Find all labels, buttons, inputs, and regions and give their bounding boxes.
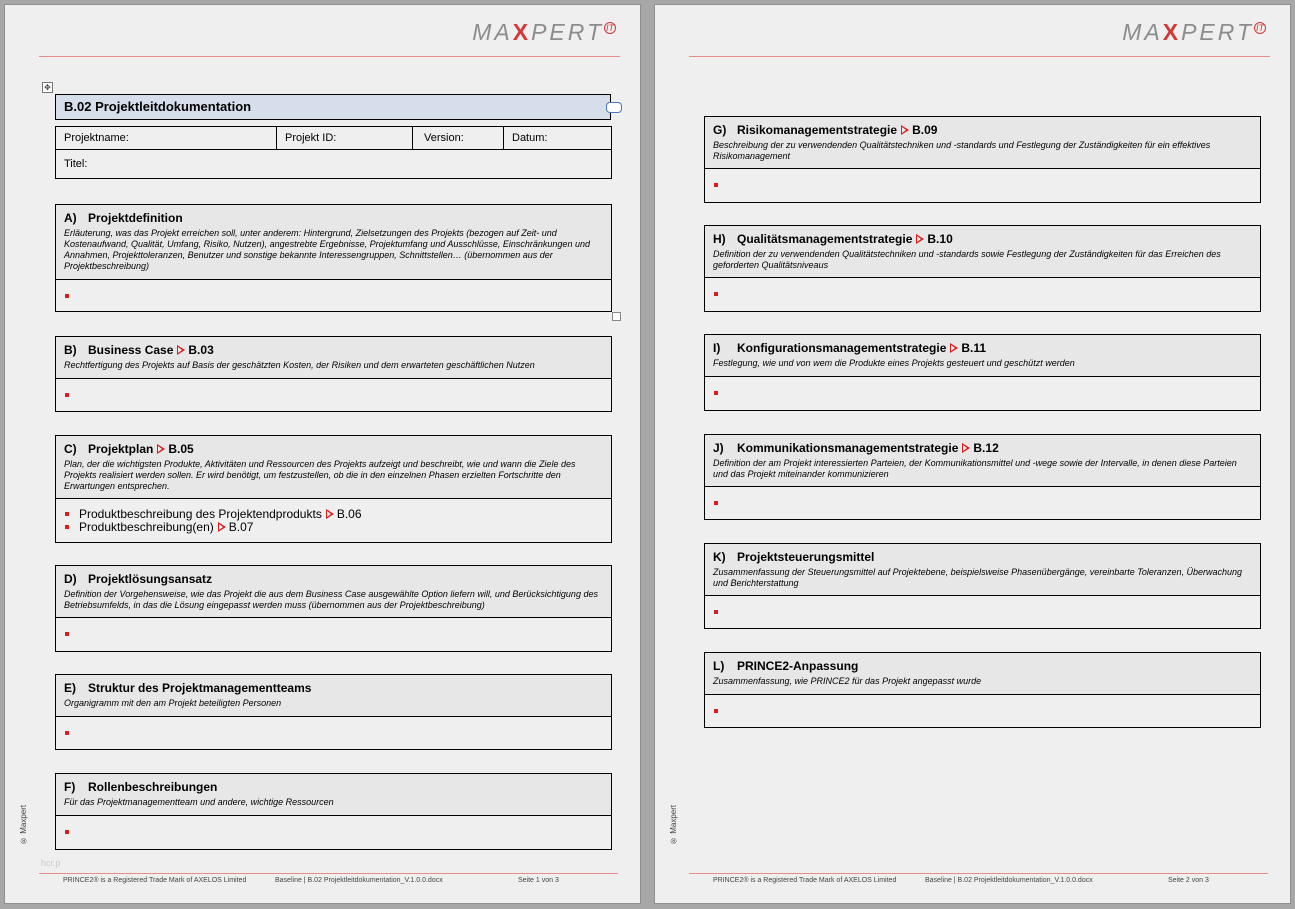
section-description: Definition der am Projekt interessierten Parteien, der Kommunikationsmittel und -wege sowie der Intervalle, in denen diese Parteien und das Projekt miteinander kommunizieren bbox=[713, 458, 1237, 479]
projektname-field[interactable]: Projektname: bbox=[64, 132, 129, 144]
header-rule bbox=[689, 56, 1270, 57]
maxpert-logo: MAXPERT $^{IT}$ bbox=[472, 19, 614, 45]
section-i bbox=[704, 334, 1261, 411]
section-description: Festlegung, wie und von wem die Produkte eines Projekts gesteuert und geschützt werden bbox=[713, 358, 1075, 368]
section-heading: G) Risikomanagementstrategie B.09 bbox=[713, 123, 938, 137]
footer-trademark: PRINCE2® is a Registered Trade Mark of AXELOS Limited bbox=[713, 877, 897, 884]
projekt-id-field[interactable]: Projekt ID: bbox=[276, 127, 412, 149]
bullet-icon bbox=[714, 709, 718, 713]
section-content[interactable] bbox=[705, 278, 1260, 311]
section-content[interactable] bbox=[705, 695, 1260, 727]
section-description: Rechtfertigung des Projekts auf Basis der geschätzten Kosten, der Risiken und dem erwarteten geschäftlichen Nutzen bbox=[64, 360, 535, 370]
document-title[interactable]: B.02 Projektleitdokumentation bbox=[55, 94, 611, 120]
section-content[interactable] bbox=[705, 169, 1260, 202]
section-content[interactable] bbox=[705, 487, 1260, 519]
section-content[interactable] bbox=[56, 618, 611, 651]
reference-arrow-icon bbox=[916, 234, 924, 244]
bullet-icon bbox=[65, 731, 69, 735]
version-field[interactable]: Version: bbox=[412, 127, 503, 149]
reference-arrow-icon bbox=[962, 443, 970, 453]
reference-arrow-icon bbox=[901, 125, 909, 135]
footer-page-number: Seite 1 von 3 bbox=[518, 877, 559, 884]
section-content[interactable] bbox=[56, 379, 611, 411]
side-copyright: ® Maxpert bbox=[669, 804, 678, 846]
section-heading: H) Qualitätsmanagementstrategie B.10 bbox=[713, 232, 953, 246]
section-heading: E) Struktur des Projektmanagementteams bbox=[64, 681, 312, 695]
section-content[interactable] bbox=[56, 717, 611, 749]
section-description: Plan, der die wichtigsten Produkte, Aktivitäten und Ressourcen des Projekts aufzeigt und beschreibt, wie und wann die Ziele des Projekts realisiert werden sollen. Er wird benötigt, um festzustellen, ob die in den einzelnen Phasen erzielten Fortschritte den Erwartungen entsprechen. bbox=[64, 459, 576, 491]
bullet-icon bbox=[714, 183, 718, 187]
section-heading: K) Projektsteuerungsmittel bbox=[713, 550, 875, 564]
bullet-icon bbox=[714, 610, 718, 614]
list-item: Produktbeschreibung(en) B.07 bbox=[64, 521, 603, 534]
section-content[interactable] bbox=[56, 816, 611, 849]
comment-bubble-icon[interactable] bbox=[606, 102, 622, 113]
footer-filename: Baseline | B.02 Projektleitdokumentation_V.1.0.0.docx bbox=[275, 877, 443, 884]
bullet-icon bbox=[714, 391, 718, 395]
bullet-icon bbox=[714, 292, 718, 296]
header-rule bbox=[39, 56, 620, 57]
document-page-1 bbox=[4, 4, 641, 904]
footer-rule bbox=[39, 873, 618, 874]
section-heading: A) Projektdefinition bbox=[64, 211, 183, 225]
section-heading: J) Kommunikationsmanagementstrategie B.12 bbox=[713, 441, 999, 455]
section-content[interactable] bbox=[705, 377, 1260, 410]
section-description: Definition der Vorgehensweise, wie das Projekt die aus dem Business Case ausgewählte Option liefern will, und Berücksichtigung des Betriebsumfelds, in das die Lösung eingepasst werden muss (übernommen aus der Projektbeschreibung) bbox=[64, 589, 598, 610]
section-description: Organigramm mit den am Projekt beteiligten Personen bbox=[64, 698, 282, 708]
section-description: Beschreibung der zu verwendenden Qualitätstechniken und -standards und Festlegung der Zuständigkeiten für ein effektives Risikomanagement bbox=[713, 140, 1211, 161]
datum-field[interactable]: Datum: bbox=[503, 127, 611, 149]
section-heading: B) Business Case B.03 bbox=[64, 343, 214, 357]
bullet-icon bbox=[714, 501, 718, 505]
section-g bbox=[704, 116, 1261, 203]
section-h bbox=[704, 225, 1261, 312]
reference-arrow-icon bbox=[326, 509, 334, 519]
section-heading: F) Rollenbeschreibungen bbox=[64, 780, 218, 794]
reference-arrow-icon bbox=[950, 343, 958, 353]
section-content[interactable] bbox=[56, 499, 611, 542]
section-description: Definition der zu verwendenden Qualitätstechniken und -standards sowie Festlegung der Zuständigkeiten für das Erreichen des geforderten Qualitätsniveaus bbox=[713, 249, 1221, 270]
section-description: Zusammenfassung der Steuerungsmittel auf Projektebene, beispielsweise Phasenübergänge, vereinbarte Toleranzen, Überwachung und Berichterstattung bbox=[713, 567, 1242, 588]
maxpert-logo: MAXPERT $^{IT}$ bbox=[1122, 19, 1264, 45]
footer-page-number: Seite 2 von 3 bbox=[1168, 877, 1209, 884]
section-heading: I) Konfigurationsmanagementstrategie B.11 bbox=[713, 341, 987, 355]
section-e bbox=[55, 674, 612, 750]
section-description: Zusammenfassung, wie PRINCE2 für das Projekt angepasst wurde bbox=[713, 676, 982, 686]
footer-filename: Baseline | B.02 Projektleitdokumentation_V.1.0.0.docx bbox=[925, 877, 1093, 884]
section-l bbox=[704, 652, 1261, 728]
bullet-icon bbox=[65, 632, 69, 636]
document-page-2 bbox=[654, 4, 1291, 904]
reference-arrow-icon bbox=[177, 345, 185, 355]
section-c bbox=[55, 435, 612, 543]
field-hint: hcr.p bbox=[41, 858, 61, 868]
project-meta-table bbox=[55, 126, 612, 179]
footer-rule bbox=[689, 873, 1268, 874]
section-j bbox=[704, 434, 1261, 520]
section-a bbox=[55, 204, 612, 312]
bullet-icon bbox=[65, 294, 69, 298]
section-description: Erläuterung, was das Projekt erreichen soll, unter anderem: Hintergrund, Zielsetzungen des Projekts (bezogen auf Zeit- und Kostenaufwand, Qualität, Umfang, Risiko, Nutzen), angestrebte Ergebnisse, Projektumfang und Ausschlüsse, Einschränkungen und Annahmen, Projekttoleranzen, Benutzer und sonstige bekannte Interessengruppen, Schnittstellen… (übernommen aus der Projektbeschreibung) bbox=[64, 228, 590, 271]
reference-arrow-icon bbox=[157, 444, 165, 454]
table-move-handle-icon[interactable]: ✥ bbox=[42, 82, 53, 93]
section-f bbox=[55, 773, 612, 850]
section-heading: D) Projektlösungsansatz bbox=[64, 572, 213, 586]
section-content[interactable] bbox=[705, 596, 1260, 628]
section-description: Für das Projektmanagementteam und andere, wichtige Ressourcen bbox=[64, 797, 334, 807]
section-b bbox=[55, 336, 612, 412]
section-k bbox=[704, 543, 1261, 629]
side-copyright: ® Maxpert bbox=[19, 804, 28, 846]
bullet-icon bbox=[65, 830, 69, 834]
footer-trademark: PRINCE2® is a Registered Trade Mark of AXELOS Limited bbox=[63, 877, 247, 884]
list-item: Produktbeschreibung des Projektendprodukts B.06 bbox=[64, 508, 603, 521]
reference-arrow-icon bbox=[218, 522, 226, 532]
bullet-icon bbox=[65, 393, 69, 397]
section-heading: L) PRINCE2-Anpassung bbox=[713, 659, 859, 673]
section-content[interactable] bbox=[56, 280, 611, 311]
section-heading: C) Projektplan B.05 bbox=[64, 442, 194, 456]
table-resize-handle[interactable] bbox=[612, 312, 621, 321]
titel-field[interactable]: Titel: bbox=[64, 158, 88, 170]
section-d bbox=[55, 565, 612, 652]
